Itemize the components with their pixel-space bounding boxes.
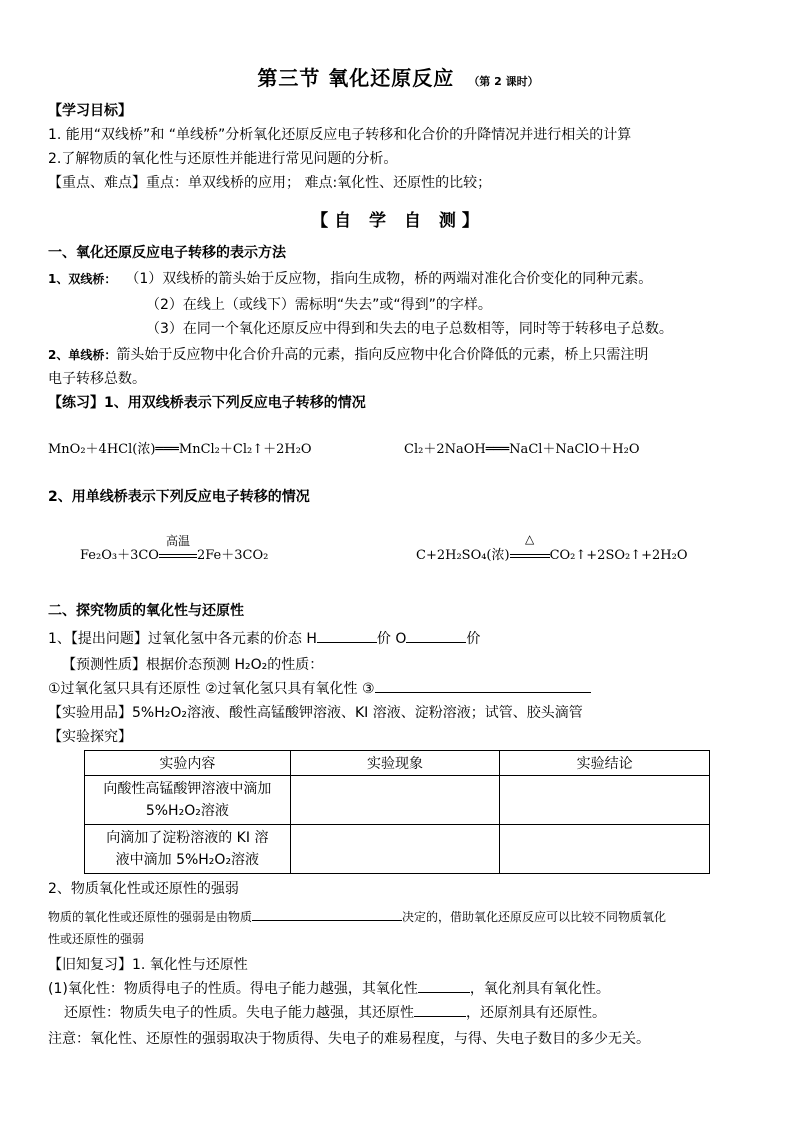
single-bridge-line-2: 电子转移总数。 <box>48 371 146 387</box>
double-bridge-item-3: （3）在同一个氧化还原反应中得到和失去的电子总数相等，同时等于转移电子总数。 <box>146 321 673 337</box>
title-main: 第三节 氧化还原反应 <box>257 66 455 90</box>
row2-conclusion-cell[interactable] <box>500 825 710 874</box>
equation-3: Fe₂O₃＋3CO 高温 2Fe＋3CO₂ <box>80 534 269 563</box>
objectives-header: 【学习目标】 <box>48 103 132 119</box>
table-header-row <box>85 751 710 776</box>
review-heading: 【旧知复习】1. 氧化性与还原性 <box>48 957 248 973</box>
materials-line: 【实验用品】5%H₂O₂溶液、酸性高锰酸钾溶液、KI 溶液、淀粉溶液；试管、胶头滴管 <box>48 705 583 721</box>
single-bridge-line-1: 2、单线桥：箭头始于反应物中化合价升高的元素，指向反应物中化合价降低的元素，桥上只需注明 <box>48 347 649 363</box>
predict-line: 【预测性质】根据价态预测 H₂O₂的性质： <box>62 657 324 673</box>
row1-conclusion-cell[interactable] <box>500 776 710 825</box>
title-sub: （第 2 课时） <box>468 75 539 88</box>
equation-4: C+2H₂SO₄(浓) △ CO₂↑+2SO₂↑+2H₂O <box>416 532 688 563</box>
key-points: 【重点、难点】重点：单双线桥的应用； 难点:氧化性、还原性的比较； <box>48 175 492 191</box>
double-bridge-item-1: 1、双线桥： （1）双线桥的箭头始于反应物，指向生成物，桥的两端对准化合价变化的同种元素。 <box>48 271 653 287</box>
section1-heading: 一、氧化还原反应电子转移的表示方法 <box>48 245 286 261</box>
note-line: 注意：氧化性、还原性的强弱取决于物质得、失电子的难易程度，与得、失电子数目的多少无关。 <box>48 1031 650 1047</box>
equation-1: MnO₂＋4HCl(浓)═══MnCl₂＋Cl₂↑＋2H₂O <box>48 442 312 457</box>
table-row <box>85 825 710 874</box>
objective-2: 2.了解物质的氧化性与还原性并能进行常见问题的分析。 <box>48 151 398 167</box>
header-phenomenon: 实验现象 <box>290 751 500 776</box>
row1-phenomenon-cell[interactable] <box>290 776 500 825</box>
strength-heading: 2、物质氧化性或还原性的强弱 <box>48 881 239 897</box>
blank-option-3[interactable] <box>375 678 591 693</box>
condition-heat: △ <box>510 548 550 563</box>
header-conclusion: 实验结论 <box>500 751 710 776</box>
question-1: 1、【提出问题】过氧化氢中各元素的价态 H 价 O 价 <box>48 628 480 648</box>
section2-heading: 二、探究物质的氧化性与还原性 <box>48 603 244 619</box>
blank-o-valence[interactable] <box>406 628 466 643</box>
blank-strength[interactable] <box>252 906 402 921</box>
self-test-title: 【自 学 自 测】 <box>311 211 485 231</box>
strength-line-1: 物质的氧化性或还原性的强弱是由物质 决定的，借助氧化还原反应可以比较不同物质氧化 <box>48 906 666 925</box>
header-content: 实验内容 <box>85 751 291 776</box>
objective-1: 1. 能用“双线桥”和 “单线桥”分析氧化还原反应电子转移和化合价的升降情况并进行相关的计算 <box>48 127 632 143</box>
row2-content: 向滴加了淀粉溶液的 KI 溶 液中滴加 5%H₂O₂溶液 <box>85 825 291 874</box>
blank-h-valence[interactable] <box>317 628 377 643</box>
page-title <box>48 62 748 92</box>
reducing-line: 还原性：物质失电子的性质。失电子能力越强，其还原性 ，还原剂具有还原性。 <box>64 1002 606 1022</box>
blank-oxidizing[interactable] <box>418 978 470 993</box>
worksheet-page <box>48 62 748 1047</box>
blank-reducing[interactable] <box>414 1002 466 1017</box>
practice-1: 【练习】1、用双线桥表示下列反应电子转移的情况 <box>48 395 366 411</box>
strength-line-2: 性或还原性的强弱 <box>48 932 145 946</box>
double-bridge-item-2: （2）在线上（或线下）需标明“失去”或“得到”的字样。 <box>146 297 492 313</box>
explore-heading: 【实验探究】 <box>48 729 132 745</box>
practice-2: 2、用单线桥表示下列反应电子转移的情况 <box>48 489 310 505</box>
row1-content: 向酸性高锰酸钾溶液中滴加 5%H₂O₂溶液 <box>85 776 291 825</box>
table-row <box>85 776 710 825</box>
equation-2: Cl₂＋2NaOH═══NaCl＋NaClO＋H₂O <box>404 442 640 457</box>
row2-phenomenon-cell[interactable] <box>290 825 500 874</box>
oxidizing-line: (1)氧化性：物质得电子的性质。得电子能力越强，其氧化性 ，氧化剂具有氧化性。 <box>48 978 610 998</box>
experiment-table <box>84 750 710 874</box>
condition-high-temp: 高温 <box>159 548 197 563</box>
options-line: ①过氧化氢只具有还原性 ②过氧化氢只具有氧化性 ③ <box>48 678 591 698</box>
